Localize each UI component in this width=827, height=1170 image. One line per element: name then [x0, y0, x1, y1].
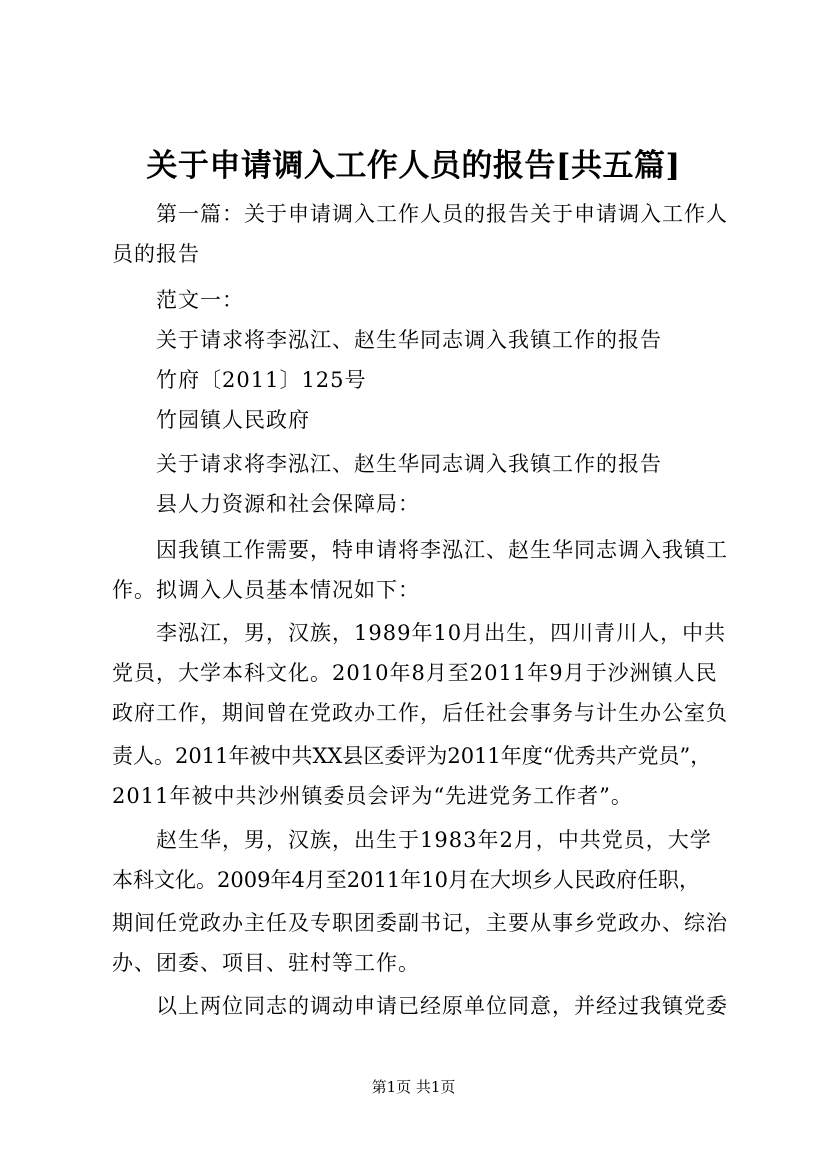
text-line: 党员，大学本科文化。2010年8月至2011年9月于沙洲镇人民 — [112, 661, 718, 685]
text-line: 李泓江，男，汉族，1989年10月出生，四川青川人，中共 — [156, 621, 727, 645]
text-line: 关于请求将李泓江、赵生华同志调入我镇工作的报告 — [156, 328, 662, 352]
text-line: 政府工作，期间曾在党政办工作，后任社会事务与计生办公室负 — [112, 701, 728, 725]
text-line: 本科文化。2009年4月至2011年10月在大坝乡人民政府任职， — [112, 868, 700, 892]
text-line: 作。拟调入人员基本情况如下： — [112, 578, 420, 602]
text-line: 因我镇工作需要，特申请将李泓江、赵生华同志调入我镇工 — [156, 538, 728, 562]
text-line: 第一篇：关于申请调入工作人员的报告关于申请调入工作人 — [156, 202, 728, 226]
text-line: 以上两位同志的调动申请已经原单位同意，并经过我镇党委 — [156, 994, 728, 1018]
document-title: 关于申请调入工作人员的报告[共五篇] — [146, 148, 681, 184]
text-line: 2011年被中共沙州镇委员会评为“先进党务工作者”。 — [112, 784, 633, 808]
text-line: 责人。2011年被中共XX县区委评为2011年度“优秀共产党员”， — [112, 744, 712, 768]
text-line: 办、团委、项目、驻村等工作。 — [112, 951, 420, 975]
text-line: 竹园镇人民政府 — [156, 408, 310, 432]
page-footer: 第1页 共1页 — [371, 1078, 456, 1096]
text-line: 员的报告 — [112, 242, 200, 266]
text-line: 范文一： — [156, 288, 244, 312]
text-line: 关于请求将李泓江、赵生华同志调入我镇工作的报告 — [156, 452, 662, 476]
text-line: 县人力资源和社会保障局： — [156, 492, 420, 516]
text-line: 期间任党政办主任及专职团委副书记，主要从事乡党政办、综治 — [112, 911, 728, 935]
text-line: 赵生华，男，汉族，出生于1983年2月，中共党员，大学 — [156, 828, 712, 852]
text-line: 竹府〔2011〕125号 — [156, 368, 367, 392]
